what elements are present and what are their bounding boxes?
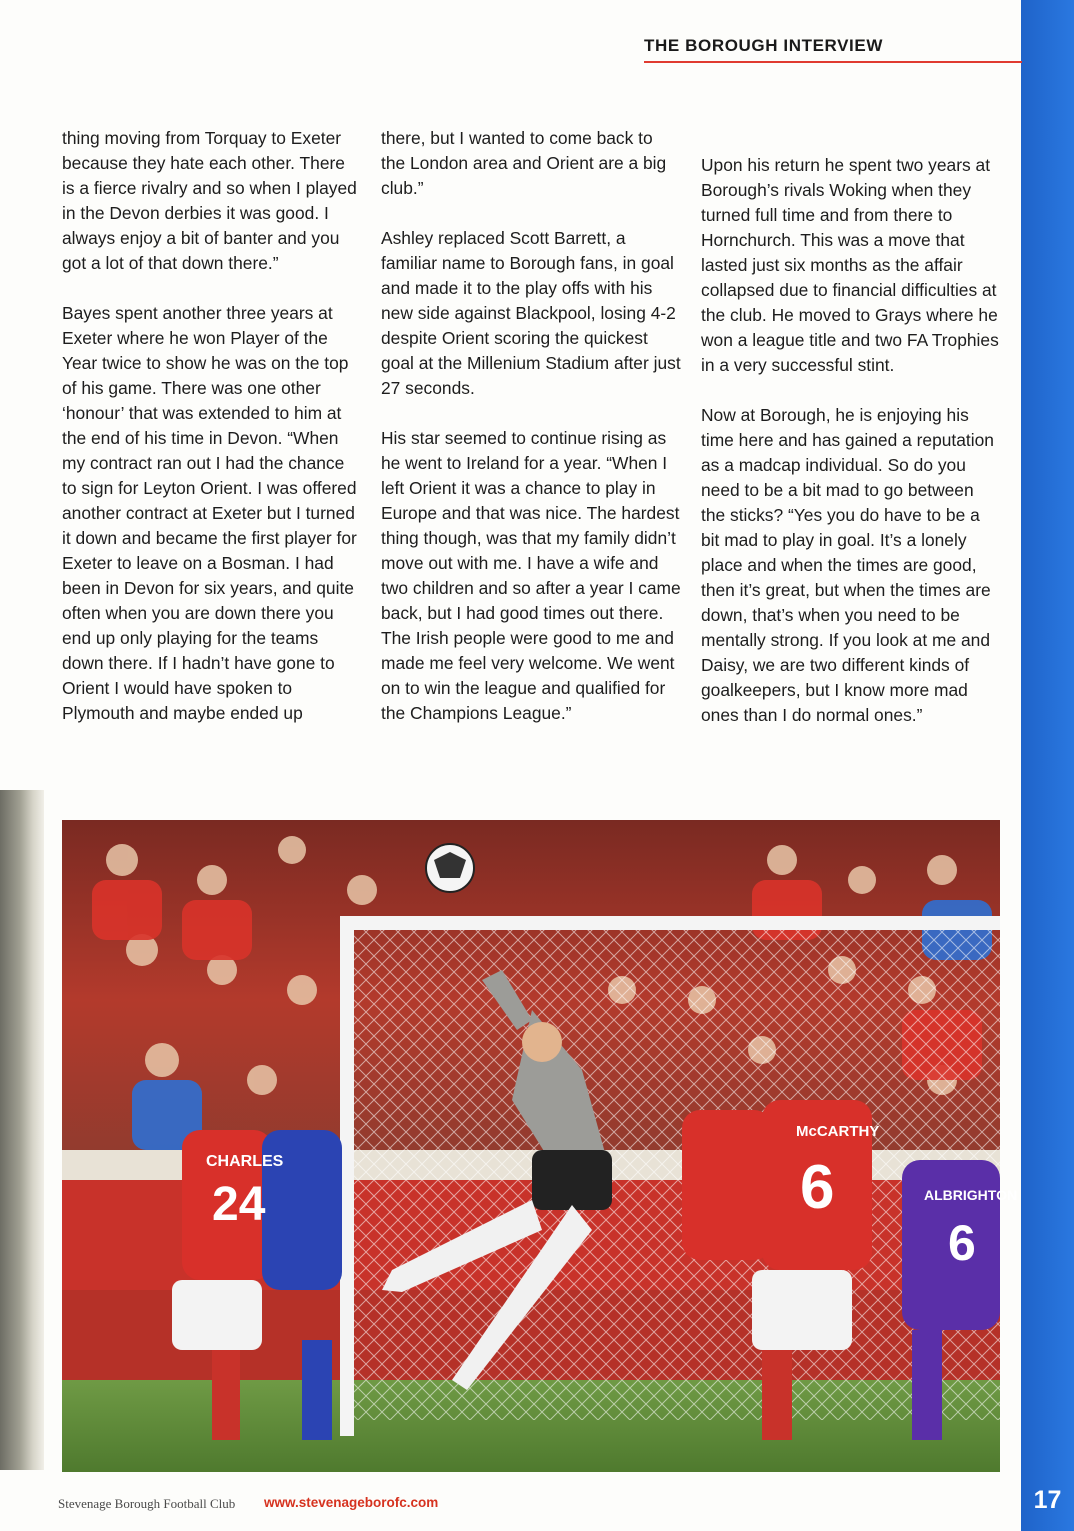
footer-club-name: Stevenage Borough Football Club: [58, 1496, 236, 1511]
side-color-bar: [1021, 0, 1074, 1531]
header-rule: [644, 61, 1022, 63]
page-number: 17: [1033, 1486, 1062, 1514]
match-photo: [62, 820, 1018, 1472]
section-title: THE BOROUGH INTERVIEW: [644, 36, 883, 55]
shirt-name-albrighton: ALBRIGHTON: [924, 1187, 1018, 1203]
page-edge-shadow: [0, 790, 44, 1470]
paragraph: His star seemed to continue rising as he went to Ireland for a year. “When I left Orient it was a chance to play in Europe and that was nice. The hardest thing though, was that my family didn’t move out with me. I have a wife and two children and so after a year I came back, but I had good times out there. The Irish people were good to me and made me feel very welcome. We went on to win the league and qualified for the Champions League.”: [381, 428, 681, 723]
paragraph: Now at Borough, he is enjoying his time here and has gained a reputation as a madcap individual. So do you need to be a bit mad to go between the sticks? “Yes you do have to be a bit mad to play in goal. It’s a lonely place and when the times are good, then it’s great, but when the times are down, that’s when you need to be mentally strong. If you look at me and Daisy, we are two different kinds of goalkeepers, but I know more mad ones than I do normal ones.”: [701, 405, 994, 725]
shirt-number-charles: 24: [212, 1178, 266, 1231]
paragraph: there, but I wanted to come back to the London area and Orient are a big club.”: [381, 128, 667, 198]
article-column-3: [701, 153, 1001, 728]
shirt-name-mccarthy: McCARTHY: [796, 1123, 880, 1140]
shirt-number-albrighton: 6: [948, 1215, 976, 1271]
shirt-name-charles: CHARLES: [206, 1153, 284, 1170]
paragraph: Bayes spent another three years at Exeter where he won Player of the Year twice to show he was on the top of his game. There was one other ‘honour’ that was extended to him at the end of his time in Devon. “When my contract ran out I had the chance to sign for Leyton Orient. I was offered another contract at Exeter but I turned it down and became the first player for Exeter to leave on a Bosman. I had been in Devon for six years, and quite often when you are down there you end up only playing for the teams down there. If I hadn’t have gone to Orient I would have spoken to Plymouth and maybe ended up: [62, 303, 357, 723]
paragraph: thing moving from Torquay to Exeter because they hate each other. There is a fierce rivalry and so when I played in the Devon derbies it was good. I always enjoy a bit of banter and you got a lot of that down there.”: [62, 128, 357, 273]
article-column-2: [381, 126, 681, 726]
article-column-1: [62, 126, 362, 726]
footer-website-link[interactable]: www.stevenageborofc.com: [264, 1495, 439, 1510]
paragraph: Ashley replaced Scott Barrett, a familiar name to Borough fans, in goal and made it to the play offs with his new side against Blackpool, losing 4-2 despite Orient scoring the quickest goal at the Millenium Stadium after just 27 seconds.: [381, 228, 681, 398]
paragraph: Upon his return he spent two years at Borough’s rivals Woking when they turned full time and from there to Hornchurch. This was a move that lasted just six months as the affair collapsed due to financial difficulties at the club. He moved to Grays where he won a league title and two FA Trophies in a very successful stint.: [701, 155, 999, 375]
shirt-number-mccarthy: 6: [800, 1153, 835, 1222]
